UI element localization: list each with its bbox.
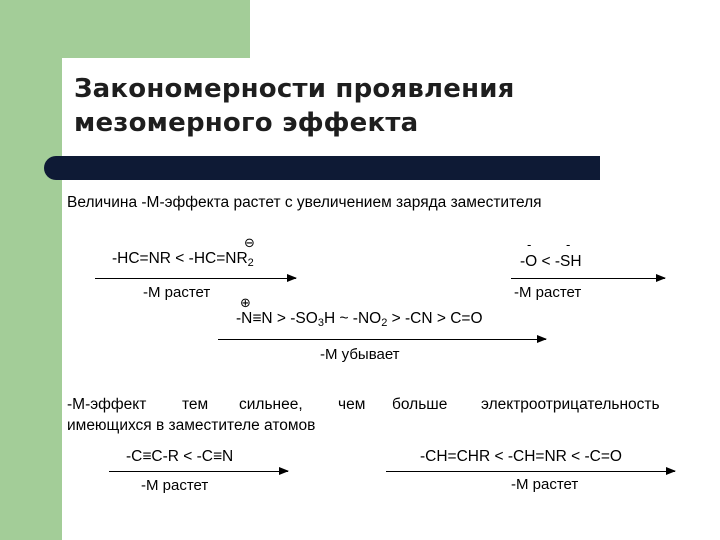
row1-right-caption: -М растет <box>514 284 582 301</box>
row2-arrow <box>218 339 546 340</box>
rule-line-2: имеющихся в заместителе атомов <box>67 417 316 434</box>
row1-right-arrow <box>511 278 665 279</box>
rule-word-2: тем <box>182 396 209 413</box>
row2-formula-part1: -N≡N > -SO <box>236 310 318 327</box>
title-underline-bar <box>44 156 600 180</box>
rule-word-5: больше <box>392 396 448 413</box>
statement-text: Величина -М-эффекта растет с увеличением заряда заместителя <box>67 194 542 211</box>
row1-left-formula <box>112 250 254 268</box>
row3-left-caption: -М растет <box>141 477 209 494</box>
rule-word-3: сильнее, <box>239 396 303 413</box>
row3-right-arrow <box>386 471 675 472</box>
row3-left-formula: -C≡C-R < -C≡N <box>126 448 234 465</box>
rule-word-6: электроотрицательность <box>481 396 660 413</box>
row3-left-arrow <box>109 471 288 472</box>
row1-right-charge-1: - <box>527 237 532 252</box>
rule-word-1: -М-эффект <box>67 396 147 413</box>
row2-caption: -М убывает <box>320 346 400 363</box>
row1-left-subscript: 2 <box>247 257 254 269</box>
row2-formula-part3: > -CN > C=O <box>387 310 483 327</box>
row2-formula-part2: H ~ -NO <box>323 310 382 327</box>
row1-left-arrow <box>95 278 296 279</box>
row1-left-formula-text: -HC=NR < -HC=NR <box>112 250 248 267</box>
slide-title-line-1: Закономерности проявления <box>74 74 515 104</box>
row1-left-charge: ⊖ <box>244 235 255 250</box>
decor-green-block-left <box>0 0 62 540</box>
row2-subscript-1: 3 <box>317 317 324 329</box>
row3-right-formula: -CH=CHR < -CH=NR < -C=O <box>420 448 622 465</box>
rule-word-4: чем <box>338 396 366 413</box>
row1-left-caption: -М растет <box>143 284 211 301</box>
row2-formula <box>236 310 483 328</box>
row3-right-caption: -М растет <box>511 476 579 493</box>
row2-charge: ⊕ <box>240 295 251 310</box>
row1-right-charge-2: - <box>566 237 571 252</box>
row1-right-formula: -O < -SH <box>520 253 582 270</box>
slide-title-line-2: мезомерного эффекта <box>74 108 419 138</box>
row2-subscript-2: 2 <box>381 317 388 329</box>
